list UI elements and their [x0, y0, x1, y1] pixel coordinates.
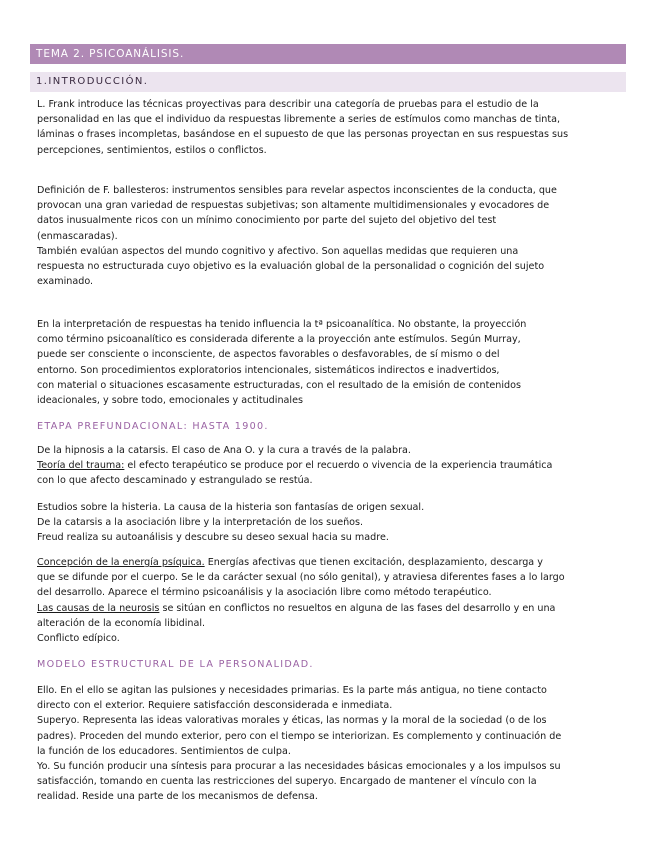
text-line: Definición de F. ballesteros: instrumentos sensibles para revelar aspectos inconscientes de la conducta, que: [37, 185, 557, 196]
text-span: se sitúan en conflictos no resueltos en alguna de las fases del desarrollo y en una: [159, 602, 556, 614]
paragraph-interpretacion: [37, 317, 607, 408]
text-line: con lo que afecto descaminado y estrangulado se restúa.: [37, 475, 313, 487]
subheading-modelo-estructural: MODELO ESTRUCTURAL DE LA PERSONALIDAD.: [37, 659, 314, 670]
subheading-etapa-prefundacional: ETAPA PREFUNDACIONAL: HASTA 1900.: [37, 421, 269, 432]
text-line: ideacionales, y sobre todo, emocionales y actitudinales: [37, 395, 303, 407]
underlined-term: Las causas de la neurosis: [37, 602, 160, 614]
text-line: Conflicto edípico.: [37, 633, 120, 645]
paragraph-ballesteros: [37, 183, 607, 289]
text-line: También evalúan aspectos del mundo cognitivo y afectivo. Son aquellas medidas que requieren una: [37, 245, 519, 257]
text-line: percepciones, sentimientos, estilos o conflictos.: [37, 144, 267, 156]
text-line: De la hipnosis a la catarsis. El caso de Ana O. y la cura a través de la palabra.: [37, 445, 411, 456]
text-line: datos inusualmente ricos con un mínimo conocimiento por parte del sujeto del objetivo del test: [37, 215, 497, 227]
paragraph-energia-psiquica: [37, 555, 607, 646]
text-line: padres). Proceden del mundo exterior, pero con el tiempo se interiorizan. Es complemento y continuación de: [37, 730, 562, 742]
text-line: provocan una gran variedad de respuestas subjetivas; son altamente multidimensionales y evocadores de: [37, 200, 550, 212]
underlined-term: Concepción de la energía psíquica.: [37, 557, 205, 568]
paragraph-frank: [37, 97, 607, 158]
text-line: que se difunde por el cuerpo. Se le da carácter sexual (no sólo genital), y atraviesa diferentes fases a lo largo: [37, 572, 565, 584]
text-line: con material o situaciones escasamente estructuradas, con el resultado de la emisión de contenidos: [37, 379, 521, 391]
text-line: examinado.: [37, 276, 94, 288]
text-line: En la interpretación de respuestas ha tenido influencia la tª psicoanalítica. No obstante, la proyección: [37, 319, 527, 330]
text-line: directo con el exterior. Requiere satisfacción desconsiderada e inmediata.: [37, 700, 393, 712]
text-line: puede ser consciente o inconsciente, de aspectos favorables o desfavorables, de sí mismo o del: [37, 349, 500, 361]
text-line: Yo. Su función producir una síntesis para procurar a las necesidades básicas emocionales y a los impulsos su: [37, 761, 561, 773]
text-span: Energías afectivas que tienen excitación, desplazamiento, descarga y: [204, 557, 543, 568]
page-title: TEMA 2. PSICOANÁLISIS.: [30, 44, 626, 64]
text-line: L. Frank introduce las técnicas proyectivas para describir una categoría de pruebas para el estudio de la: [37, 99, 539, 110]
text-line: [37, 458, 607, 473]
section-heading-introduccion: 1.INTRODUCCIÓN.: [30, 72, 626, 92]
text-line: la función de los educadores. Sentimientos de culpa.: [37, 745, 291, 757]
text-line: realidad. Reside una parte de los mecanismos de defensa.: [37, 791, 318, 803]
text-line: (enmascaradas).: [37, 230, 118, 242]
paragraph-ello-superyo-yo: [37, 683, 607, 805]
text-line: entorno. Son procedimientos exploratorios intencionales, sistemáticos indirectos e inadvertidos,: [37, 364, 500, 376]
text-line: Estudios sobre la histeria. La causa de la histeria son fantasías de origen sexual.: [37, 502, 425, 513]
paragraph-hipnosis: [37, 443, 607, 489]
text-line: [37, 601, 607, 616]
text-line: [37, 555, 607, 570]
text-line: alteración de la economía libidinal.: [37, 617, 206, 629]
text-line: Freud realiza su autoanálisis y descubre su deseo sexual hacia su madre.: [37, 532, 389, 544]
text-line: láminas o frases incompletas, basándose en el supuesto de que las personas proyectan en sus respuestas sus: [37, 129, 569, 141]
text-line: como término psicoanalítico es considerada diferente a la proyección ante estímulos. Según Murray,: [37, 334, 521, 346]
paragraph-histeria: [37, 500, 607, 546]
underlined-term: Teoría del trauma:: [37, 460, 125, 472]
text-line: De la catarsis a la asociación libre y la interpretación de los sueños.: [37, 517, 364, 529]
text-line: personalidad en las que el individuo da respuestas libremente a series de estímulos como manchas de tinta,: [37, 114, 561, 126]
text-line: Ello. En el ello se agitan las pulsiones y necesidades primarias. Es la parte más antigua, no tiene contacto: [37, 685, 547, 696]
text-line: del desarrollo. Aparece el término psicoanálisis y la asociación libre como método terapéutico.: [37, 587, 492, 599]
text-line: satisfacción, tomando en cuenta las restricciones del superyo. Encargado de mantener el vínculo con la: [37, 776, 537, 788]
text-span: el efecto terapéutico se produce por el recuerdo o vivencia de la experiencia traumática: [124, 460, 553, 472]
text-line: Superyo. Representa las ideas valorativas morales y éticas, las normas y la moral de la sociedad (o de los: [37, 715, 547, 727]
text-line: respuesta no estructurada cuyo objetivo es la evaluación global de la personalidad o cognición del sujeto: [37, 261, 545, 273]
